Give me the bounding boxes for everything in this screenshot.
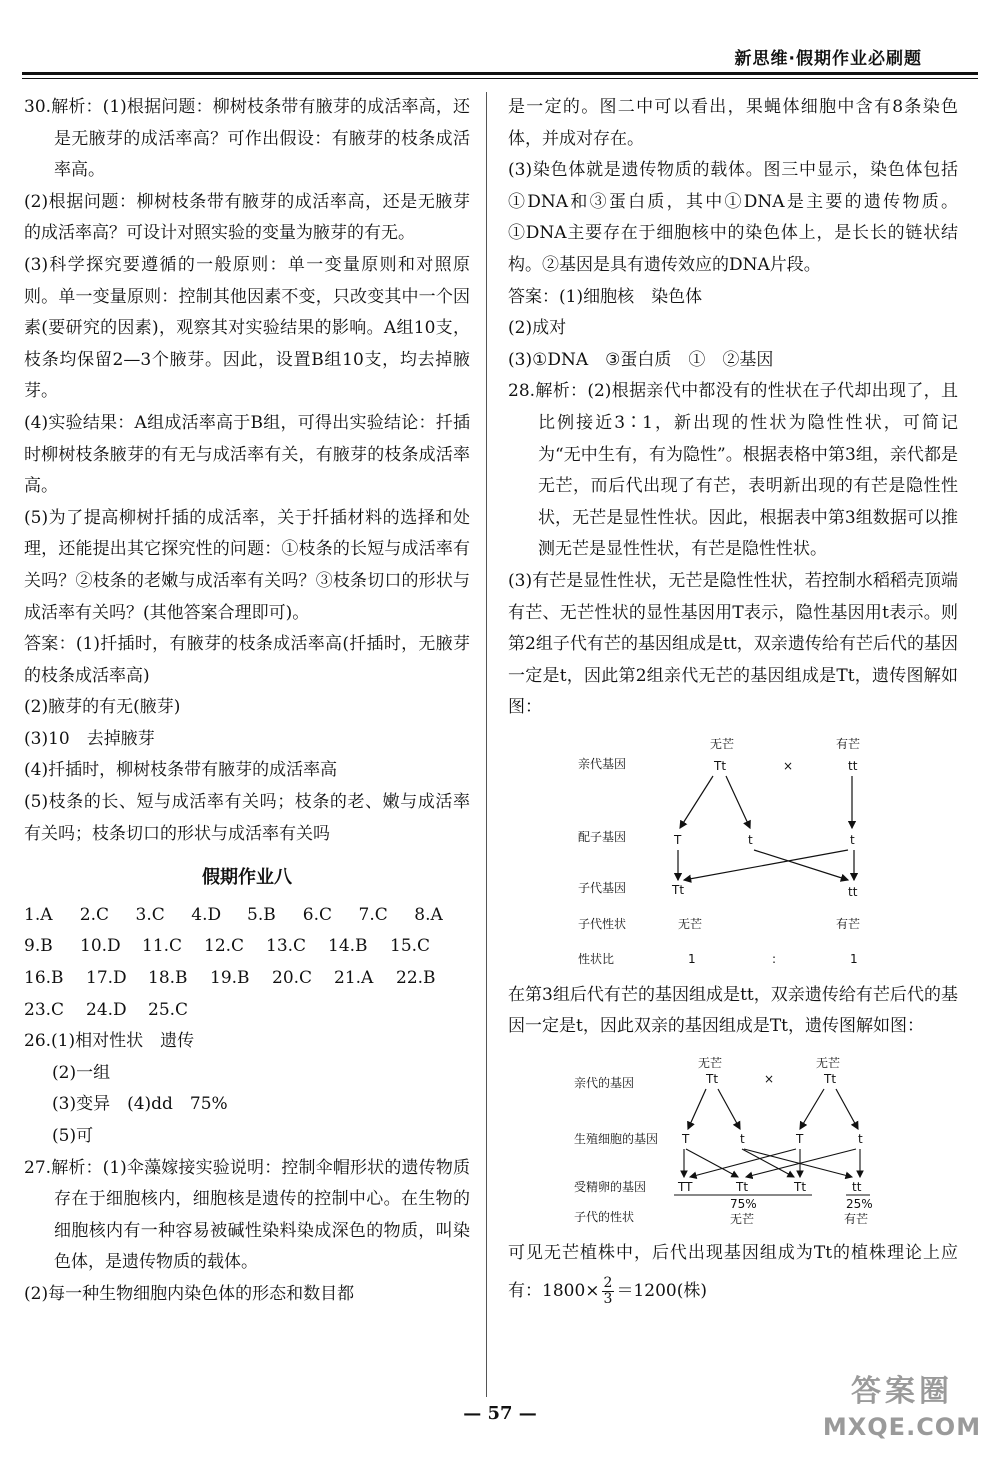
header-title: 新思维·假期作业必刷题 [734,49,922,69]
mc-answer: 17.D [86,968,127,989]
q30-answer-2: (2)腋芽的有无(腋芽) [24,697,181,718]
diagram1-parent-trait: 有芒 [836,736,861,751]
mc-answer: 22.B [396,968,436,989]
diagram2-zygote: tt [852,1180,862,1195]
q28-analysis-3: 在第3组后代有芒的基因组成是tt，双亲遗传给有芒后代的基因一定是t，因此双亲的基因组成是Tt，遗传图解如图： [508,984,958,1037]
diagram1-arrow [726,776,750,828]
diagram1-gamete: t [850,832,855,847]
diagram1-ratio: 1 [688,951,696,966]
q27-analysis-3: (3)染色体就是遗传物质的载体。图三中显示，染色体包括①DNA和③蛋白质，其中①DNA是主要的遗传物质。①DNA主要存在于细胞核中的染色体上，是长长的链状结构。②基因是具有遗传效应的DNA片段。 [508,160,958,275]
q27-answer-1: 答案：(1)细胞核 染色体 [508,286,703,307]
diagram1-offspring-gene: Tt [672,882,685,897]
diagram2-parent-trait: 无芒 [816,1056,841,1071]
diagram2-zygote: TT [678,1180,693,1195]
mc-answer: 8.A [414,904,443,925]
diagram1-offspring-trait: 无芒 [678,916,703,931]
mc-answer: 1.A [24,904,53,925]
header-rule-thick [22,72,978,75]
diagram2-gamete: T [796,1132,804,1147]
diagram2-zygote: Tt [736,1180,749,1195]
mc-answer: 5.B [247,904,276,925]
mc-answer: 23.C [24,999,65,1020]
diagram2-parent-gene: Tt [706,1072,719,1087]
diagram2-offspring-trait: 有芒 [844,1212,869,1227]
inheritance-diagram-2 [508,1045,948,1230]
diagram2-arrow [746,1149,856,1177]
diagram1-arrow [684,850,848,880]
mc-answer: 2.C [79,904,109,925]
watermark-logo [822,1372,982,1452]
column-divider [486,92,487,1397]
diagram1-ratio: : [772,951,777,966]
section-title: 假期作业八 [202,867,292,889]
diagram1-offspring-trait: 有芒 [836,916,861,931]
mc-answer: 3.C [135,904,165,925]
diagram2-row-label: 生殖细胞的基因 [574,1132,659,1147]
mc-answer: 14.B [328,936,368,957]
mc-answer-row [24,995,470,1027]
mc-answer: 19.B [210,968,250,989]
diagram2-arrow [800,1089,824,1129]
diagram2-zygote: Tt [794,1180,807,1195]
diagram2-arrow [744,1149,852,1177]
q27-analysis-1: 27.解析：(1)伞藻嫁接实验说明：控制伞帽形状的遗传物质存在于细胞核内，细胞核是遗传的控制中心。在生物的细胞核内有一种容易被碱性染料染成深色的物质，叫染色体，是遗传物质的载体。 [24,1157,470,1273]
diagram2-arrow [686,1149,738,1177]
watermark-line-2: MXQE.COM [822,1413,982,1441]
diagram1-row-label: 子代基因 [578,880,627,895]
q28-conclusion [508,1234,958,1310]
q30-analysis-5: (5)为了提高柳树扦插的成活率，关于扦插材料的选择和处理，还能提出其它探究性的问题：①枝条的长短与成活率有关吗？②枝条的老嫩与成活率有关吗？③枝条切口的形状与成活率有关吗？(其他答案合理即可)。 [24,507,470,623]
diagram2-arrow [836,1089,858,1129]
diagram2-gamete: t [740,1132,745,1147]
conclusion-text-2: ＝1200(株) [616,1281,707,1302]
mc-answer: 11.C [142,936,183,957]
diagram1-offspring-gene: tt [848,884,858,899]
q30-analysis-4: (4)实验结果：A组成活率高于B组，可得出实验结论：扦插时柳树枝条腋芽的有无与成活率有关，有腋芽的枝条成活率高。 [24,412,470,497]
diagram2-offspring-trait: 无芒 [730,1212,755,1227]
q27-answer-2: (2)成对 [508,318,567,339]
diagram2-gamete: t [858,1132,863,1147]
page-number: — 57 — [463,1403,537,1424]
diagram1-arrow [680,776,713,828]
q30-analysis-2: (2)根据问题：柳树枝条带有腋芽的成活率高，还是无腋芽的成活率高？可设计对照实验的变量为腋芽的有无。 [24,191,470,244]
diagram2-percent: 25% [846,1197,873,1212]
diagram1-ratio: 1 [850,951,858,966]
mc-answer: 7.C [358,904,388,925]
q26-line-1: 26.(1)相对性状 遗传 [24,1031,195,1052]
mc-answer: 16.B [24,968,64,989]
inheritance-diagram-1 [508,726,948,976]
mc-answer: 20.C [272,968,313,989]
mc-answer: 13.C [266,936,307,957]
diagram1-parent-gene: tt [848,758,858,773]
left-column [24,92,470,1311]
q30-answer-5: (5)枝条的长、短与成活率有关吗；枝条的老、嫩与成活率有关吗；枝条切口的形状与成活率有关吗 [24,792,470,844]
q28-analysis-1: 28.解析：(2)根据亲代中都没有的性状在子代却出现了，且比例接近3∶1，新出现的性状为隐性性状，可简记为“无中生有，有为隐性”。根据表格中第3组，亲代都是无芒，而后代出现了有芒，表明新出现的有芒是隐性性状，无芒是显性性状。因此，根据表中第3组数据可以推测无芒是显性性状，有芒是隐性性状。 [508,381,958,560]
mc-answer: 6.C [302,904,332,925]
diagram2-arrow [718,1089,740,1129]
q30-analysis-1: 30.解析：(1)根据问题：柳树枝条带有腋芽的成活率高，还是无腋芽的成活率高？可作出假设：有腋芽的枝条成活率高。 [24,97,470,181]
q27-answer-3: (3)①DNA ③蛋白质 ① ②基因 [508,349,774,370]
q30-answer-4: (4)扦插时，柳树枝条带有腋芽的成活率高 [24,760,338,781]
diagram2-gamete: T [682,1132,690,1147]
mc-answer: 18.B [148,968,188,989]
diagram2-row-label: 子代的性状 [574,1210,635,1225]
fraction-numerator: 2 [603,1275,613,1292]
fraction [602,1276,615,1307]
q27-analysis-2-cont: 是一定的。图二中可以看出，果蝇体细胞中含有8条染色体，并成对存在。 [508,97,958,149]
q26-line-2: (2)一组 [52,1062,111,1083]
q26-line-3: (3)变异 (4)dd 75% [52,1094,228,1115]
diagram2-row-label: 亲代的基因 [574,1076,635,1091]
diagram2-arrow [688,1089,706,1129]
mc-answer: 4.D [191,904,222,925]
mc-answer: 21.A [334,968,374,989]
q30-analysis-3: (3)科学探究要遵循的一般原则：单一变量原则和对照原则。单一变量原则：控制其他因素不变，只改变其中一个因素(要研究的因素)，观察其对实验结果的影响。A组10支，枝条均保留2—3个腋芽。因此，设置B组10支，均去掉腋芽。 [24,254,470,402]
diagram2-row-label: 受精卵的基因 [574,1180,647,1195]
q28-analysis-2: (3)有芒是显性性状，无芒是隐性性状，若控制水稻稻壳顶端有芒、无芒性状的显性基因用T表示，隐性基因用t表示。则第2组子代有芒的基因组成是tt，双亲遗传给有芒后代的基因一定是t，因此第2组亲代无芒的基因组成是Tt，遗传图解如图： [508,570,958,718]
fraction-denominator: 3 [603,1291,613,1308]
mc-answer-row [24,963,470,995]
diagram1-parent-gene: Tt [714,758,727,773]
mc-answer: 25.C [148,999,189,1020]
diagram2-cross: × [764,1072,775,1087]
right-column [508,92,958,1310]
diagram1-gamete: T [674,832,682,847]
diagram2-percent: 75% [730,1197,757,1212]
diagram1-row-label: 性状比 [578,951,615,966]
diagram1-cross: × [783,758,794,773]
diagram1-row-label: 亲代基因 [578,756,627,771]
diagram1-parent-trait: 无芒 [710,736,735,751]
diagram2-parent-gene: Tt [824,1072,837,1087]
diagram1-row-label: 子代性状 [578,916,627,931]
mc-answer-row [24,900,470,932]
mc-answer: 24.D [86,999,127,1020]
conclusion-text-1: 可见无芒植株中，后代出现基因组成为Tt的植株理论上应有：1800× [508,1243,958,1302]
diagram2-parent-trait: 无芒 [698,1056,723,1071]
mc-answer: 9.B [24,936,53,957]
diagram2-arrow [690,1149,796,1177]
q30-answer-1: 答案：(1)扦插时，有腋芽的枝条成活率高(扦插时，无腋芽的枝条成活率高) [24,634,470,686]
q30-answer-3: (3)10 去掉腋芽 [24,728,155,749]
watermark-line-1: 答案圈 [851,1374,953,1409]
mc-answer: 10.D [80,936,121,957]
diagram1-row-label: 配子基因 [578,829,627,844]
diagram1-gamete: t [748,832,753,847]
mc-answer: 15.C [390,936,431,957]
header-rule-thin [22,78,978,79]
q26-line-4: (5)可 [52,1126,94,1146]
mc-answer-row [24,931,470,963]
mc-answer: 12.C [204,936,245,957]
diagram2-arrow [742,1149,794,1177]
q27-analysis-2: (2)每一种生物细胞内染色体的形态和数目都 [24,1283,355,1304]
